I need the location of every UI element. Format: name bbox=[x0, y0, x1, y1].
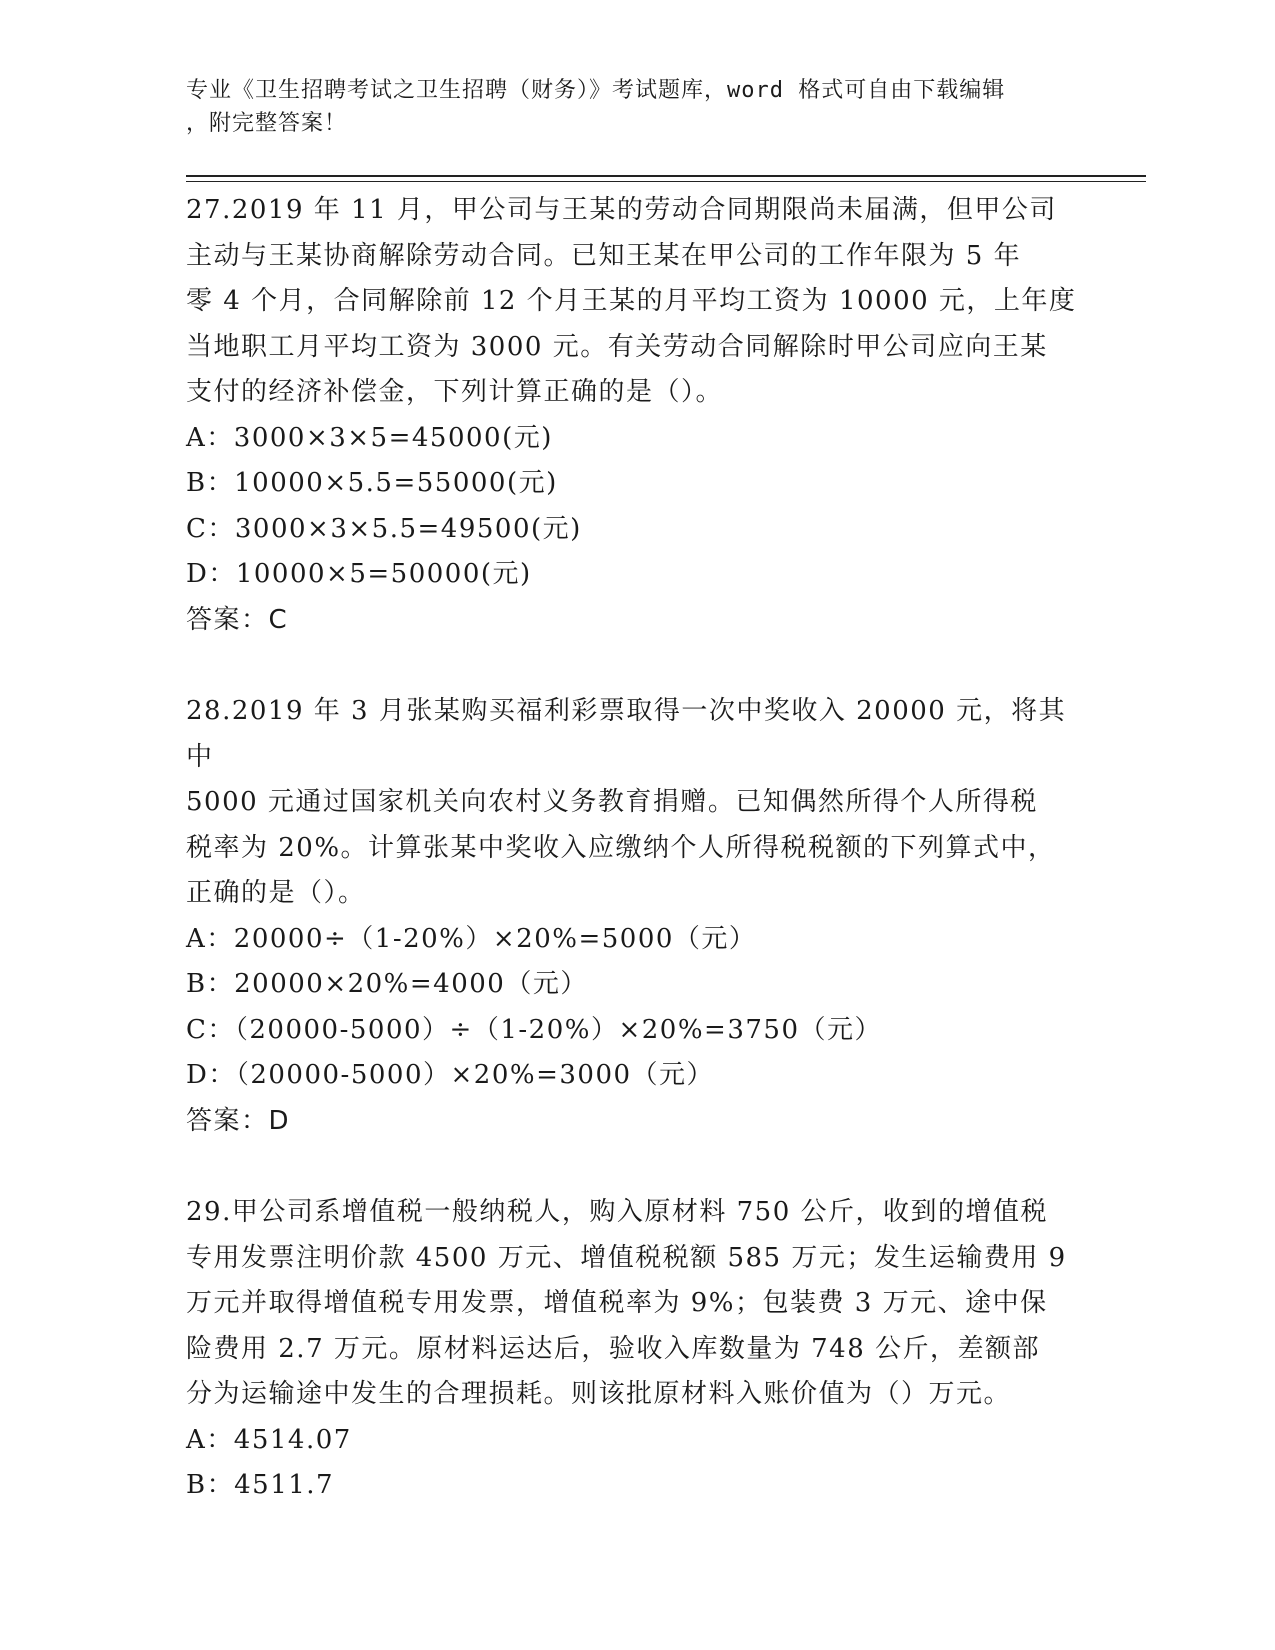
answer-line: 答案：D bbox=[186, 1105, 291, 1136]
option-d: D：10000×5=50000(元) bbox=[186, 559, 532, 589]
question-list bbox=[186, 188, 1086, 1509]
header-divider-thick bbox=[186, 175, 1146, 177]
option-b: B：4511.7 bbox=[186, 1470, 335, 1500]
option-c: C：3000×3×5.5=49500(元) bbox=[186, 513, 582, 544]
option-a: A：3000×3×5=45000(元) bbox=[186, 422, 553, 453]
document-header: 专业《卫生招聘考试之卫生招聘（财务）》考试题库，word 格式可自由下载编辑 ，附完整答案！ bbox=[186, 78, 1006, 136]
question-stem-line: 28.2019 年 3 月张某购买福利彩票取得一次中奖收入 20000 元，将其中 bbox=[186, 696, 1067, 772]
option-b: B：20000×20%=4000（元） bbox=[186, 969, 588, 999]
question-stem-line: 分为运输途中发生的合理损耗。则该批原材料入账价值为（）万元。 bbox=[186, 1379, 1012, 1409]
option-c: C：（20000-5000）÷（1-20%）×20%=3750（元） bbox=[186, 1014, 882, 1045]
question-stem-line: 万元并取得增值税专用发票，增值税率为 9%；包装费 3 万元、途中保 bbox=[186, 1288, 1048, 1318]
option-b: B：10000×5.5=55000(元) bbox=[186, 468, 558, 498]
question-stem-line: 支付的经济补偿金，下列计算正确的是（）。 bbox=[186, 377, 724, 407]
question-27 bbox=[186, 188, 1086, 643]
option-a: A：20000÷（1-20%）×20%=5000（元） bbox=[186, 923, 757, 954]
question-stem-line: 税率为 20%。计算张某中奖收入应缴纳个人所得税税额的下列算式中， bbox=[186, 832, 1056, 863]
question-stem-line: 27.2019 年 11 月，甲公司与王某的劳动合同期限尚未届满，但甲公司 bbox=[186, 195, 1057, 225]
question-stem-line: 险费用 2.7 万元。原材料运达后，验收入库数量为 748 公斤，差额部 bbox=[186, 1333, 1041, 1364]
question-28 bbox=[186, 689, 1086, 1144]
question-stem-line: 29.甲公司系增值税一般纳税人，购入原材料 750 公斤，收到的增值税 bbox=[186, 1197, 1049, 1227]
question-stem-line: 主动与王某协商解除劳动合同。已知王某在甲公司的工作年限为 5 年 bbox=[186, 240, 1022, 271]
option-a: A：4514.07 bbox=[186, 1424, 352, 1455]
header-divider-thin bbox=[186, 181, 1146, 182]
question-29 bbox=[186, 1190, 1086, 1509]
question-stem-line: 5000 元通过国家机关向农村义务教育捐赠。已知偶然所得个人所得税 bbox=[186, 787, 1038, 817]
answer-line: 答案：C bbox=[186, 604, 289, 635]
option-d: D：（20000-5000）×20%=3000（元） bbox=[186, 1060, 715, 1090]
question-stem-line: 正确的是（）。 bbox=[186, 878, 366, 908]
question-stem-line: 零 4 个月，合同解除前 12 个月王某的月平均工资为 10000 元，上年度 bbox=[186, 286, 1077, 316]
question-stem-line: 专用发票注明价款 4500 万元、增值税税额 585 万元；发生运输费用 9 bbox=[186, 1242, 1067, 1273]
question-stem-line: 当地职工月平均工资为 3000 元。有关劳动合同解除时甲公司应向王某 bbox=[186, 331, 1048, 362]
